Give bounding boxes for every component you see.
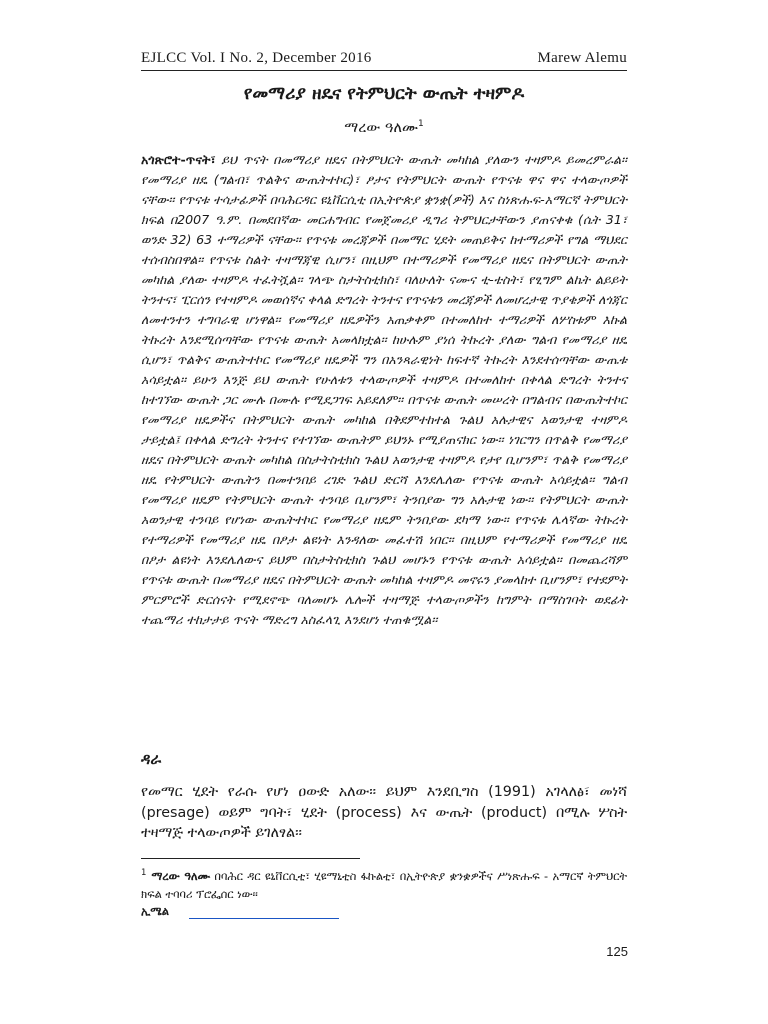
section-heading: ዳራ (141, 750, 162, 768)
abstract-label: አጎጽሮተ-ጥናት፣ (141, 152, 216, 167)
footnote-rule (141, 858, 360, 859)
author-footnote-mark: 1 (417, 119, 424, 129)
running-author: Marew Alemu (537, 50, 627, 66)
footnote-author: ማረው ዓለሙ (151, 869, 210, 883)
page-number: 125 (606, 944, 628, 959)
journal-citation: EJLCC Vol. I No. 2, December 2016 (141, 50, 372, 66)
article-title: የመማሪያ ዘዴና የትምህርት ውጤት ተዛምዶ (243, 84, 525, 104)
abstract-text: ይህ ጥናት በመማሪያ ዘዴና በትምህርት ውጤት መካከል ያለውን ተዛምዶ ይመረምራል፡፡ የመማሪያ ዘዴ (ግልብ፣ ጥልቅና ውጤትተኮር)፣ ፆታና የትምህርት ውጤት የጥናቱ ዋና ዋና ተላውጦዎች ናቸው፡፡ የጥናቱ ተሳታፊዎች በባሕርዳር ዩኒቨርሲቲ በኢትዮጵያ ቋንቋ(ዎች) እና ስነጽሑፍ-አማርኛ ትምህርት ክፍል በ2007 ዓ.ም. በመደበኛው መርሐግብር የመጀመሪያ ዲግሪ ትምህርታቸውን ያጠናቀቁ (ሴት 31፣ ወንድ 32) 63 ተማሪዎች ናቸው፡፡ የጥናቱ መረጃዎች በመማር ሂደት መጠይቅና ከተማሪዎች የግል ማህደር ተሰብስበዋል፡፡ የጥናቱ ስልት ተዛማጃዊ ሲሆን፣ በዚህም በተማሪዎች የመማሪያ ዘዴና በትምህርት ውጤት መካከል ያለው ተዛምዶ ተፈትሿል፡፡ ገላጭ ስታትስቲክስ፣ ባለሁለት ናሙና ቲ-ቴስት፣ የፂግም ልኬት ልይይት ትንተና፣ ፒርሰን የተዛምዶ መወሰኛና ቀላል ድግረት ትንተና የጥናቱን መረጃዎች ለመሆረታዊ ጥያቄዎች ለጎጃር ለመተንተን ተግባራዊ ሆነዋል፡፡ የመማሪያ ዘዴዎችን አጠቃቀም በተመለከተ ተማሪዎች ለሦስቱም እኩል ትኩረት እንደሚሰጣቸው የጥናቱ ውጤት አመላክቷል፡፡ ከሁሉም ያነሰ ትኩረት ያለው ግልብ የመማሪያ ዘዴ ሲሆን፣ ጥልቅና ውጤትተኮር የመማሪያ ዘዴዎች ግን በአንጻራዊነት ከፍተኛ ትኩረት እንደተሰጣቸው ውጤቱ አሳይቷል፡፡ ይሁን እንጅ ይህ ውጤት የሁለቱን ተላውጦዎች ተዛምዶ በተመለከተ በቀላል ድግረት ትንተና ከተገኘው ውጤት ጋር ሙሉ በሙሉ የሚደጋገፍ አይደለም፡፡ በጥናቱ ውጤት መሠረት በግልብና በውጤትተኮር የመማሪያ ዘዴዎችና በትምህርት ውጤት መካከል በቅደምተከተል ጉልህ አሉታዊና አወንታዊ ተዛምዶ ታይቷል፤ በቀላል ድግረት ትንተና የተገኘው ውጤትም ይህንኑ የሚያጠናክር ነው፡፡ ነገርግን በጥልቅ የመማሪያ ዘዴና በትምህርት ውጤት መካከል በስታትስቲክስ ጉልህ አወንታዊ ተዛምዶ የታየ ቢሆንም፣ ጥልቅ የመማሪያ ዘዴ የትምህርት ውጤትን በመተንበይ ረገድ ጉልህ ድርሻ እንደሌለው የጥናቱ ውጤት አሳይቷል፡፡ ግልብ የመማሪያ ዘዴም የትምህርት ውጤት ተንባይ ቢሆንም፣ ትንበያው ግን አሉታዊ ነው፡፡ የትምህርት ውጤት አወንታዊ ተንባይ የሆነው ውጤትተኮር የመማሪያ ዘዴም ትንበያው ደካማ ነው፡፡ የጥናቱ ሌላኛው ትኩረት የተማሪዎች የመማሪያ ዘዴ በፆታ ልዩነት እንዳለው መፈተሽ ነበር፡፡ በዚህም የተማሪዎች የመማሪያ ዘዴ በፆታ ልዩነት እንደሌለውና ይህም በስታትስቲክስ ጉልህ መሆኑን የጥናቱ ውጤት አሳይቷል፡፡ በመጨረሻም የጥናቱ ውጤት በመማሪያ ዘዴና በትምህርት ውጤት መካከል ተዛምዶ መኖሩን ያመላከተ ቢሆንም፣ የተደምት ምርምሮች ድርሰናት የሚደኖጭ ባለመሆኑ ሌሎች ተዛማጅ ተላውጦዎችን ከግምት በማስገባት ወደፊት ተጨማሪ ተከታታይ ጥናት ማድረግ አስፈላጊ እንደሆነ ተጠቁሟል፡፡ (141, 152, 628, 627)
running-header (141, 50, 627, 71)
email-link[interactable] (189, 906, 339, 919)
author-line (141, 114, 627, 138)
author-name: ማረው ዓለሙ (344, 119, 418, 136)
intro-paragraph: የመማር ሂደት የራሱ የሆነ ዐውድ አለው፡፡ ይህም እንደቢግስ (1991) አገላለፅ፣ መነሻ (presage) ወይም ግባት፣ ሂደት (process) እና ውጤት (product) በሚሉ ሦስት ተዛማጅ ተላውጦዎች ይገለፃል፡፡ (141, 784, 627, 841)
footnote-text: በባሕር ዳር ዩኒቨርሲቲ፣ ሂዩማኒቲስ ፋኩልቲ፣ በኢትዮጵያ ቋንቋዎችና ሥነጽሑፍ - አማርኛ ትምህርት ክፍል ተባባሪ ፕሮፌሰር ነው፡፡ (141, 869, 627, 901)
footnote-mark: 1 (141, 868, 147, 878)
footnote (141, 864, 627, 904)
footnote-email-row (141, 905, 339, 919)
abstract (141, 150, 627, 630)
email-label: ኢሜል (141, 905, 169, 918)
